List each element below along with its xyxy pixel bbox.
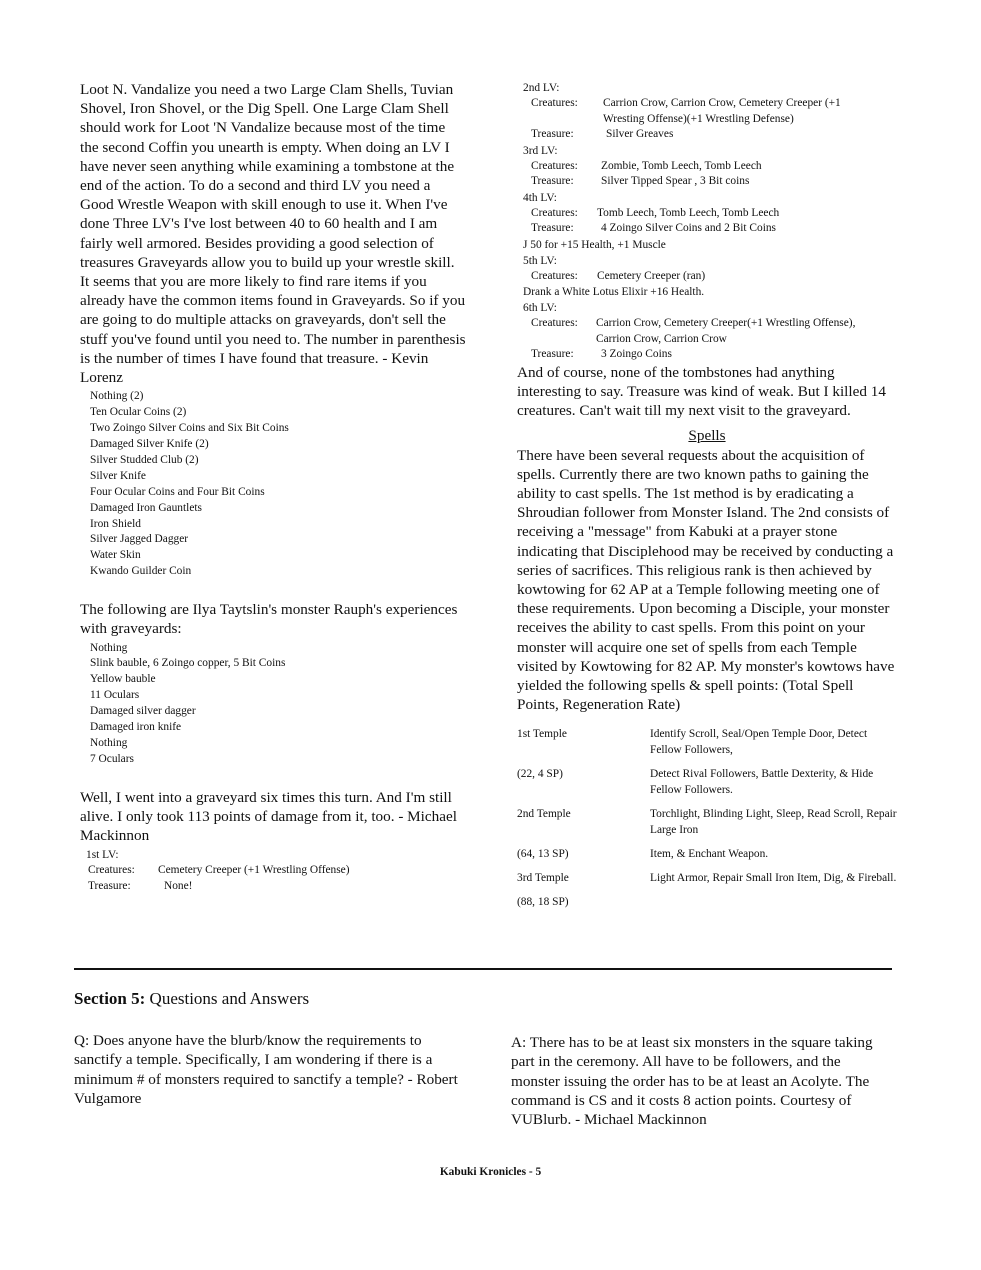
list-item: 11 Oculars [90,689,140,702]
lv-treasure-key: Treasure: [88,879,131,892]
lv-creatures-value: Cemetery Creeper (+1 Wrestling Offense) [158,864,350,877]
spell-list-cell: Torchlight, Blinding Light, Sleep, Read Scroll, Repair Large Iron [650,808,897,837]
ilya-intro-paragraph: The following are Ilya Taytslin's monster Rauph's experiences with graveyards: [80,601,458,638]
lv-treasure-row [531,174,897,190]
spell-row [517,726,897,758]
lv6-block [517,300,897,363]
spell-list-cell: Detect Rival Followers, Battle Dexterity, & Hide Fellow Followers. [650,768,874,797]
lv-creatures-row [531,96,897,127]
lv-treasure-row [531,221,897,237]
lv-treasure-key: Treasure: [531,128,574,140]
lv-creatures-key: Creatures: [531,159,578,172]
spell-temple-cell: 1st Temple [517,728,567,741]
spell-row [517,766,897,798]
lv-creatures-row [531,206,897,222]
lv-treasure-row [531,127,897,143]
lv-heading: 6th LV: [523,302,557,314]
kevin-treasure-list [90,389,466,580]
lv-creatures-value: Cemetery Creeper (ran) [597,269,706,282]
spell-temple-cell: 2nd Temple [517,808,571,821]
list-item: Damaged iron knife [90,721,182,734]
spell-list-cell: Item, & Enchant Weapon. [650,848,769,861]
lv-treasure-value: None! [164,879,193,892]
section-number: Section 5: [74,989,146,1008]
spell-temple-cell: (22, 4 SP) [517,768,563,781]
list-item: Damaged Iron Gauntlets [90,501,202,514]
lv-creatures-key: Creatures: [531,269,578,282]
list-item: Silver Jagged Dagger [90,533,189,546]
lv-treasure-key: Treasure: [531,175,574,187]
lv-creatures-key: Creatures: [531,206,578,219]
lv-heading: 1st LV: [86,849,119,862]
spell-list-cell: Identify Scroll, Seal/Open Temple Door, Detect Fellow Followers, [650,728,868,757]
left-column [80,80,466,894]
lv-treasure-value: 3 Zoingo Coins [601,348,672,360]
lv3-block [517,143,897,190]
question-paragraph: Q: Does anyone have the blurb/know the requirements to sanctify a temple. Specifically, I am wondering if there is a minimum # of monsters required to sanctify a temple? - Robert Vulgamore [74,1032,458,1107]
list-item: Ten Ocular Coins (2) [90,406,187,419]
lv2-block [517,80,897,143]
right-column [517,80,897,918]
lv4-block [517,190,897,237]
spell-temple-cell: 3rd Temple [517,872,569,885]
list-item: Yellow bauble [90,673,156,686]
lv-heading: 5th LV: [523,254,557,267]
list-item: 7 Oculars [90,752,134,765]
list-item: Silver Knife [90,469,146,482]
spell-row [517,846,897,862]
spells-paragraph: There have been several requests about the acquisition of spells. Currently there are two known paths to gaining the ability to cast spells. The 1st method is by eradicating a Shroudian follower from Monster Island. The 2nd consists of receiving a "message" from Kabuki at a prayer stone indicating that Disciplehood may be received by conducting a series of sacrifices. This religious rank is then achieved by kowtowing for 62 AP at a Temple following meeting one of these requirements. Upon becoming a Disciple, your monster receives the ability to cast spells. From this point on your monster will acquire one set of spells from each Temple visited by Kowtowing for 82 AP. My monster's kowtows have yielded the following spells & spell points: (Total Spell Points, Regeneration Rate) [517,446,895,714]
list-item: Four Ocular Coins and Four Bit Coins [90,485,265,498]
list-item: Water Skin [90,549,141,562]
lv-creatures-row [531,316,897,347]
lv5-block [517,253,897,285]
lv-treasure-value: 4 Zoingo Silver Coins and 2 Bit Coins [601,222,776,234]
lv1-block [80,847,466,894]
spells-heading: Spells [688,427,726,445]
lv-creatures-value: Carrion Crow, Carrion Crow, Cemetery Creeper (+1 Wresting Offense)(+1 Wrestling Defense) [603,97,841,125]
lv-creatures-row [531,269,897,285]
lv-treasure-key: Treasure: [531,222,574,234]
lv-creatures-row [88,863,466,879]
lv-treasure-value: Silver Greaves [606,128,674,140]
lv-creatures-value: Carrion Crow, Cemetery Creeper(+1 Wrestling Offense), Carrion Crow, Carrion Crow [596,317,856,345]
spell-temple-cell: (88, 18 SP) [517,896,569,909]
list-item: Damaged Silver Knife (2) [90,437,209,450]
lv-creatures-key: Creatures: [531,97,578,109]
lv-heading: 3rd LV: [523,144,558,157]
spell-row [517,894,897,910]
spell-row [517,806,897,838]
j50-note: J 50 for +15 Health, +1 Muscle [523,238,666,251]
list-item: Nothing [90,736,128,749]
michael-intro-paragraph: Well, I went into a graveyard six times this turn. And I'm still alive. I only took 113 points of damage from it, too. - Michael Mackinnon [80,788,457,845]
lv-creatures-key: Creatures: [531,317,578,329]
list-item: Slink bauble, 6 Zoingo copper, 5 Bit Coins [90,657,286,670]
graveyard-wrapup-paragraph: And of course, none of the tombstones had anything interesting to say. Treasure was kind of weak. But I killed 14 creatures. Can't wait till my next visit to the graveyard. [517,363,886,419]
list-item: Silver Studded Club (2) [90,453,199,466]
lv-treasure-row [88,879,466,895]
answer-paragraph: A: There has to be at least six monsters in the square taking part in the ceremony. All have to be followers, and the monster issuing the order has to be at least an Acolyte. The command is CS and it costs 8 action points. Courtesy of VUBlurb. - Michael Mackinnon [511,1034,873,1129]
lv-heading: 4th LV: [523,191,557,204]
ilya-treasure-list [90,641,466,768]
spell-temple-cell: (64, 13 SP) [517,848,569,861]
list-item: Nothing (2) [90,390,144,403]
section-title-text: Questions and Answers [149,989,310,1008]
elixir-note: Drank a White Lotus Elixir +16 Health. [523,286,705,298]
list-item: Iron Shield [90,517,141,530]
kevin-lorenz-paragraph: Loot N. Vandalize you need a two Large Clam Shells, Tuvian Shovel, Iron Shovel, or the Dig Spell. One Large Clam Shell should work for Loot 'N Vandalize because most of the time the second Coffin you unearth is empty. When doing an LV I have never seen anything while examining a tombstone at the end of the action. To do a second and third LV you need a Good Wrestle Weapon with skill enough to use it. When I've done Three LV's I've lost between 40 to 60 health and I am fairly well armored. Besides providing a good selection of treasures Graveyards allow you to build up your wrestle skill. It seems that you are more likely to find rare items if you already have the common items found in Graveyards. So if you are going to do multiple attacks on graveyards, don't sell the stuff you've found until you need to. The number in parenthesis is the number of times I have found that treasure. - Kevin Lorenz [80,81,466,387]
lv-creatures-key: Creatures: [88,864,135,877]
section-divider [74,968,892,970]
lv-creatures-row [531,159,897,175]
lv-treasure-value: Silver Tipped Spear , 3 Bit coins [601,175,750,187]
list-item: Damaged silver dagger [90,705,196,718]
spell-list-cell [650,894,897,910]
spell-table [517,726,897,910]
list-item: Two Zoingo Silver Coins and Six Bit Coins [90,422,289,435]
lv-treasure-key: Treasure: [531,348,574,360]
list-item: Nothing [90,641,128,654]
section-heading [74,988,309,1010]
lv-creatures-value: Zombie, Tomb Leech, Tomb Leech [601,159,762,172]
lv-heading: 2nd LV: [523,82,560,94]
spell-list-cell: Light Armor, Repair Small Iron Item, Dig, & Fireball. [650,872,897,885]
list-item: Kwando Guilder Coin [90,565,192,578]
page-footer: Kabuki Kronicles - 5 [439,1166,542,1178]
lv-creatures-value: Tomb Leech, Tomb Leech, Tomb Leech [597,206,780,219]
spell-row [517,870,897,886]
lv-treasure-row [531,347,897,363]
